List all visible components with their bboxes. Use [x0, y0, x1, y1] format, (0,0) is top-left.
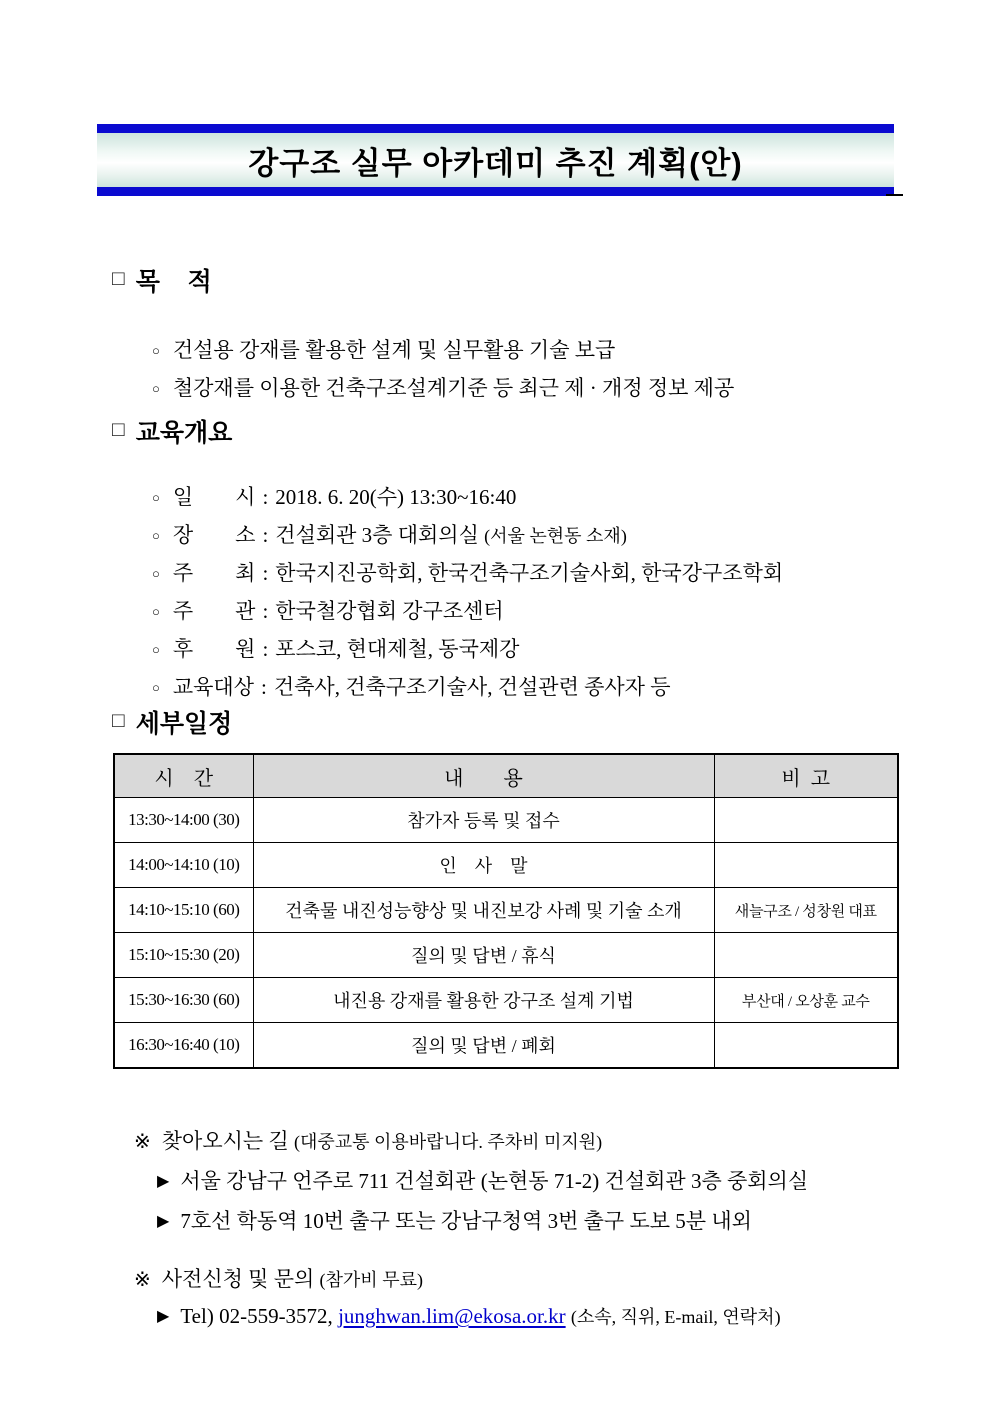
circle-bullet-icon: ○	[152, 566, 160, 581]
section-heading-overview	[112, 413, 232, 449]
circle-bullet-icon: ○	[152, 381, 160, 396]
col-header-note: 비 고	[714, 754, 898, 798]
overview-label: 장 소	[172, 523, 256, 547]
table-header-row	[114, 754, 898, 798]
colon-separator: :	[262, 561, 269, 585]
schedule-content: 건축물 내진성능향상 및 내진보강 사례 및 기술 소개	[253, 888, 714, 933]
table-row	[114, 978, 898, 1023]
directions-item-text: 서울 강남구 언주로 711 건설회관 (논현동 71-2) 건설회관 3층 중회의실	[180, 1169, 809, 1193]
overview-label: 주 관	[172, 599, 256, 623]
table-row	[114, 933, 898, 978]
overview-label: 후 원	[172, 637, 256, 661]
overview-value: 포스코, 현대제철, 동국제강	[275, 637, 520, 661]
schedule-note	[714, 933, 898, 978]
col-header-time: 시 간	[114, 754, 253, 798]
schedule-time: 16:30~16:40 (10)	[114, 1023, 253, 1069]
schedule-content: 인 사 말	[253, 843, 714, 888]
overview-value: 건축사, 건축구조기술사, 건설관련 종사자 등	[273, 675, 671, 699]
schedule-note	[714, 1023, 898, 1069]
schedule-table	[113, 753, 899, 1069]
banner-background	[97, 133, 894, 187]
table-row	[114, 1023, 898, 1069]
circle-bullet-icon: ○	[152, 490, 160, 505]
square-bullet-icon: □	[112, 267, 125, 290]
overview-value: 2018. 6. 20(수) 13:30~16:40	[275, 485, 517, 509]
contact-heading-label: 사전신청 및 문의	[161, 1267, 315, 1291]
schedule-note	[714, 798, 898, 843]
schedule-time: 14:00~14:10 (10)	[114, 843, 253, 888]
arrow-bullet-icon: ▶	[157, 1173, 170, 1190]
table-row	[114, 798, 898, 843]
table-row	[114, 843, 898, 888]
reference-mark-icon: ※	[134, 1269, 151, 1291]
overview-label: 일 시	[172, 485, 256, 509]
overview-label: 교육대상	[172, 675, 255, 699]
schedule-time: 14:10~15:10 (60)	[114, 888, 253, 933]
circle-bullet-icon: ○	[152, 642, 160, 657]
schedule-note	[714, 843, 898, 888]
email-note: (소속, 직위, E-mail, 연락처)	[570, 1307, 781, 1327]
overview-value: 한국지진공학회, 한국건축구조기술사회, 한국강구조학회	[275, 561, 784, 585]
col-header-content: 내 용	[253, 754, 714, 798]
directions-heading-note: (대중교통 이용바랍니다. 주차비 미지원)	[293, 1132, 603, 1152]
tel-label: Tel) 02-559-3572,	[180, 1304, 333, 1328]
overview-label: 주 최	[172, 561, 256, 585]
schedule-note: 부산대 / 오상훈 교수	[714, 978, 898, 1023]
colon-separator: :	[262, 637, 269, 661]
colon-separator: :	[262, 523, 269, 547]
title-banner	[97, 124, 894, 196]
directions-item-text: 7호선 학동역 10번 출구 또는 강남구청역 3번 출구 도보 5분 내외	[180, 1209, 752, 1233]
purpose-item-text: 철강재를 이용한 건축구조설계기준 등 최근 제 · 개정 정보 제공	[172, 376, 735, 400]
circle-bullet-icon: ○	[152, 604, 160, 619]
overview-value: 건설회관 3층 대회의실	[275, 523, 479, 547]
schedule-time: 15:30~16:30 (60)	[114, 978, 253, 1023]
directions-heading-label: 찾아오시는 길	[161, 1129, 289, 1153]
banner-shadow-line	[886, 194, 903, 196]
overview-value-note: (서울 논현동 소재)	[484, 526, 627, 546]
schedule-note: 새늘구조 / 성창원 대표	[714, 888, 898, 933]
square-bullet-icon: □	[112, 418, 125, 441]
square-bullet-icon: □	[112, 709, 125, 732]
colon-separator: :	[262, 485, 269, 509]
email-link[interactable]: junghwan.lim@ekosa.or.kr	[338, 1304, 566, 1328]
contact-heading-note: (참가비 무료)	[319, 1270, 423, 1290]
overview-value: 한국철강협회 강구조센터	[275, 599, 504, 623]
schedule-time: 13:30~14:00 (30)	[114, 798, 253, 843]
schedule-content: 내진용 강재를 활용한 강구조 설계 기법	[253, 978, 714, 1023]
colon-separator: :	[261, 675, 267, 699]
section-heading-schedule	[112, 704, 232, 740]
purpose-item-text: 건설용 강재를 활용한 설계 및 실무활용 기술 보급	[172, 338, 616, 362]
arrow-bullet-icon: ▶	[157, 1213, 170, 1230]
purpose-heading-label: 목 적	[135, 268, 212, 296]
page-title: 강구조 실무 아카데미 추진 계획(안)	[248, 145, 743, 181]
schedule-content: 참가자 등록 및 접수	[253, 798, 714, 843]
schedule-time: 15:10~15:30 (20)	[114, 933, 253, 978]
banner-bottom-bar	[97, 187, 894, 196]
table-row	[114, 888, 898, 933]
circle-bullet-icon: ○	[152, 680, 160, 695]
schedule-heading-label: 세부일정	[135, 710, 233, 738]
banner-top-bar	[97, 124, 894, 133]
colon-separator: :	[262, 599, 269, 623]
schedule-content: 질의 및 답변 / 휴식	[253, 933, 714, 978]
contact-tel-line	[136, 1278, 781, 1354]
circle-bullet-icon: ○	[152, 343, 160, 358]
arrow-bullet-icon: ▶	[157, 1308, 170, 1325]
circle-bullet-icon: ○	[152, 528, 160, 543]
schedule-content: 질의 및 답변 / 폐회	[253, 1023, 714, 1069]
reference-mark-icon: ※	[134, 1131, 151, 1153]
overview-heading-label: 교육개요	[135, 419, 233, 447]
section-heading-purpose	[112, 262, 212, 298]
